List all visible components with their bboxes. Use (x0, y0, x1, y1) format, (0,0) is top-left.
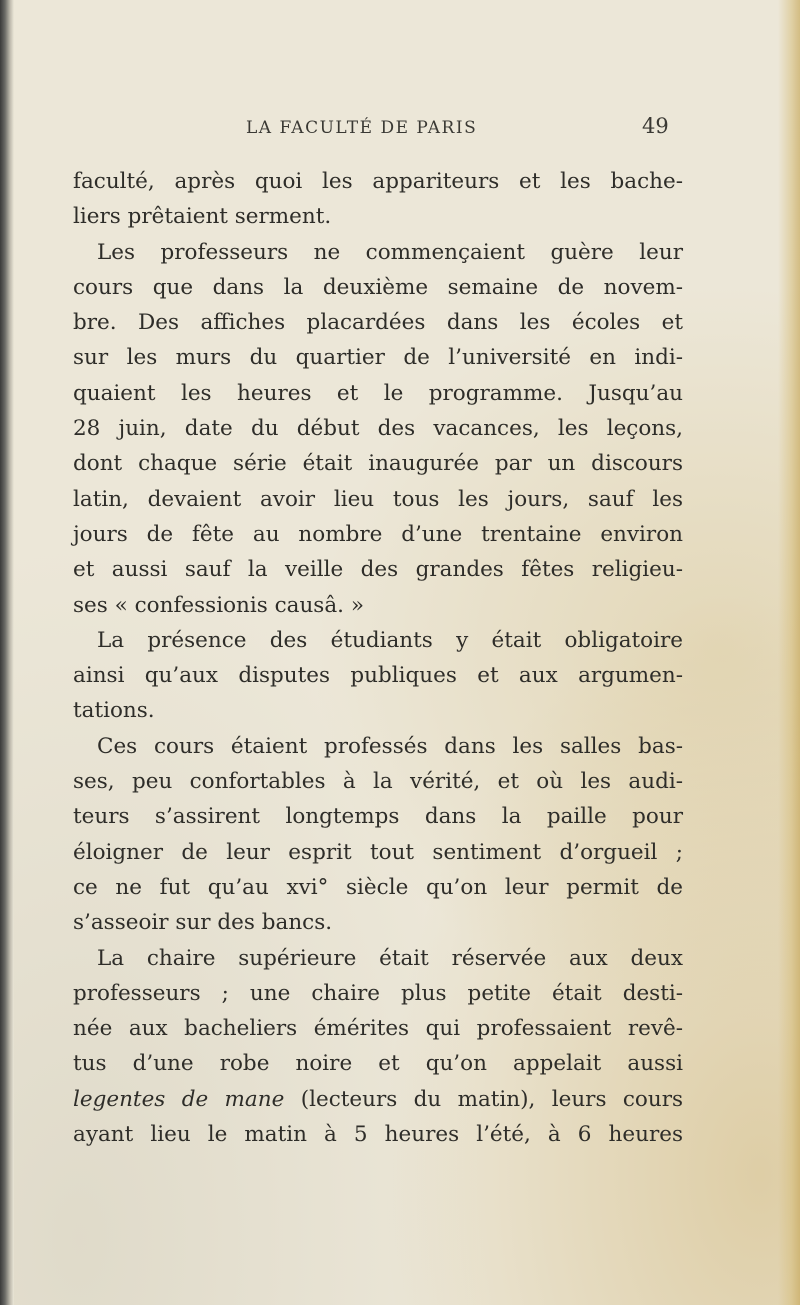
page-number: 49 (642, 114, 669, 138)
text-line: née aux bacheliers émérites qui professaient revê- (73, 1016, 683, 1042)
text-line: s’asseoir sur des bancs. (73, 910, 333, 936)
text-line: ses, peu confortables à la vérité, et où les audi- (73, 769, 683, 795)
text-line: teurs s’assirent longtemps dans la paille pour (73, 804, 683, 830)
text-line: ce ne fut qu’au xvi° siècle qu’on leur permit de (73, 874, 683, 900)
body-text (73, 164, 683, 1152)
text-line: cours que dans la deuxième semaine de novem- (73, 274, 683, 300)
page-header (0, 114, 800, 148)
page-edge-stain (778, 0, 800, 1305)
text-line: tations. (73, 698, 155, 724)
text-line-rest: (lecteurs du matin), leurs cours (300, 1086, 683, 1112)
text-line: dont chaque série était inaugurée par un discours (73, 451, 683, 477)
text-line: Les professeurs ne commençaient guère leur (97, 239, 683, 265)
text-line: ses « confessionis causâ. » (73, 592, 364, 618)
text-line (73, 1082, 683, 1117)
book-gutter-shadow (0, 0, 14, 1305)
text-line: ainsi qu’aux disputes publiques et aux argumen- (73, 663, 683, 689)
text-line: quaient les heures et le programme. Jusqu’au (73, 380, 683, 406)
text-line: Ces cours étaient professés dans les salles bas- (97, 733, 683, 759)
text-line: éloigner de leur esprit tout sentiment d’orgueil ; (73, 839, 683, 865)
text-line: liers prêtaient serment. (73, 204, 332, 230)
text-line: ayant lieu le matin à 5 heures l’été, à 6 heures (73, 1122, 683, 1148)
text-line: tus d’une robe noire et qu’on appelait aussi (73, 1051, 683, 1077)
text-line: 28 juin, date du début des vacances, les leçons, (73, 416, 683, 442)
text-line: et aussi sauf la veille des grandes fêtes religieu- (73, 557, 683, 583)
text-line: La présence des étudiants y était obligatoire (97, 627, 683, 653)
text-line: bre. Des affiches placardées dans les écoles et (73, 310, 683, 336)
text-line: jours de fête au nombre d’une trentaine environ (73, 521, 683, 547)
italic-latin-phrase: legentes de mane (73, 1086, 285, 1112)
running-title: LA FACULTÉ DE PARIS (246, 118, 478, 138)
text-line: professeurs ; une chaire plus petite était desti- (73, 980, 683, 1006)
text-line: sur les murs du quartier de l’université en indi- (73, 345, 683, 371)
text-line: latin, devaient avoir lieu tous les jours, sauf les (73, 486, 683, 512)
text-line: La chaire supérieure était réservée aux deux (97, 945, 683, 971)
text-line: faculté, après quoi les appariteurs et les bache- (73, 169, 683, 194)
